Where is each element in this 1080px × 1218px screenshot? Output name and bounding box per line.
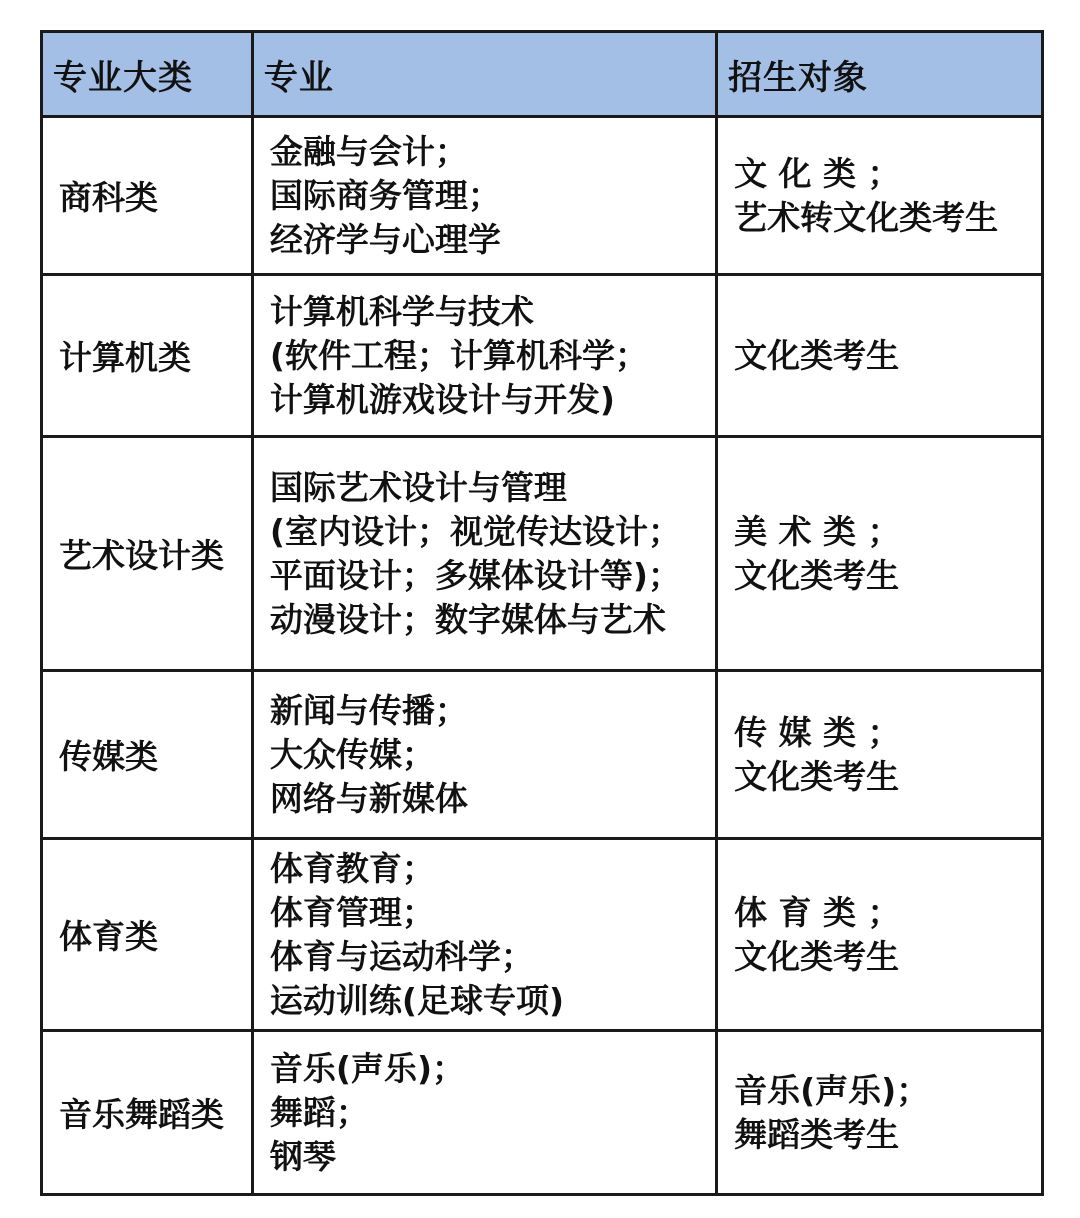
targets-cell: [717, 117, 1043, 275]
targets-cell: [717, 839, 1043, 1031]
targets-cell: [717, 671, 1043, 839]
table-row: [42, 117, 1043, 275]
targets-cell: [717, 1031, 1043, 1195]
header-target: 招生对象: [717, 32, 1043, 117]
category-cell: 体育类: [42, 839, 253, 1031]
major-line: 钢琴: [269, 1136, 336, 1176]
major-line: 体育管理；: [269, 892, 435, 932]
table-row: [42, 275, 1043, 437]
target-line: 文 化 类 ；: [734, 153, 901, 193]
major-line: 网络与新媒体: [269, 778, 468, 818]
target-line: 传 媒 类 ；: [734, 712, 901, 752]
target-line: 音乐(声乐)；: [734, 1070, 930, 1110]
major-line: 体育教育；: [269, 848, 435, 888]
category-cell: 商科类: [42, 117, 253, 275]
major-line: 体育与运动科学；: [269, 936, 534, 976]
major-line: 国际商务管理；: [269, 175, 501, 215]
header-row: [42, 32, 1043, 117]
category-cell: 传媒类: [42, 671, 253, 839]
major-line: 大众传媒；: [269, 734, 435, 774]
target-line: 艺术转文化类考生: [734, 197, 999, 237]
target-line: 体 育 类 ；: [734, 892, 901, 932]
header-category: 专业大类: [42, 32, 253, 117]
table-row: [42, 437, 1043, 671]
target-line: 文化类考生: [734, 936, 900, 976]
major-line: 运动训练(足球专项): [269, 980, 565, 1020]
table-row: [42, 839, 1043, 1031]
target-line: 文化类考生: [734, 555, 900, 595]
category-cell: 计算机类: [42, 275, 253, 437]
category-cell: 艺术设计类: [42, 437, 253, 671]
major-line: 舞蹈；: [269, 1092, 369, 1132]
majors-cell: [252, 117, 716, 275]
header-major: 专业: [252, 32, 716, 117]
majors-cell: [252, 839, 716, 1031]
major-line: 新闻与传播；: [269, 690, 468, 730]
target-line: 舞蹈类考生: [734, 1114, 900, 1154]
majors-cell: [252, 275, 716, 437]
major-line: (室内设计；视觉传达设计；: [269, 511, 681, 551]
major-line: 平面设计；多媒体设计等)；: [269, 555, 681, 595]
major-line: 计算机游戏设计与开发): [269, 379, 615, 419]
major-line: 经济学与心理学: [269, 219, 501, 259]
target-line: 美 术 类 ；: [734, 511, 901, 551]
targets-cell: [717, 437, 1043, 671]
major-line: 计算机科学与技术: [269, 291, 534, 331]
target-line: 文化类考生: [734, 756, 900, 796]
majors-cell: [252, 1031, 716, 1195]
category-cell: 音乐舞蹈类: [42, 1031, 253, 1195]
majors-cell: [252, 671, 716, 839]
major-line: 音乐(声乐)；: [269, 1048, 466, 1088]
major-line: 金融与会计；: [269, 131, 468, 171]
major-line: 国际艺术设计与管理: [269, 467, 567, 507]
majors-cell: [252, 437, 716, 671]
targets-cell: [717, 275, 1043, 437]
major-line: (软件工程；计算机科学；: [269, 335, 648, 375]
target-line: 文化类考生: [734, 335, 900, 375]
table-row: [42, 1031, 1043, 1195]
admissions-table: [40, 30, 1044, 1196]
major-line: 动漫设计；数字媒体与艺术: [269, 599, 666, 639]
table-row: [42, 671, 1043, 839]
